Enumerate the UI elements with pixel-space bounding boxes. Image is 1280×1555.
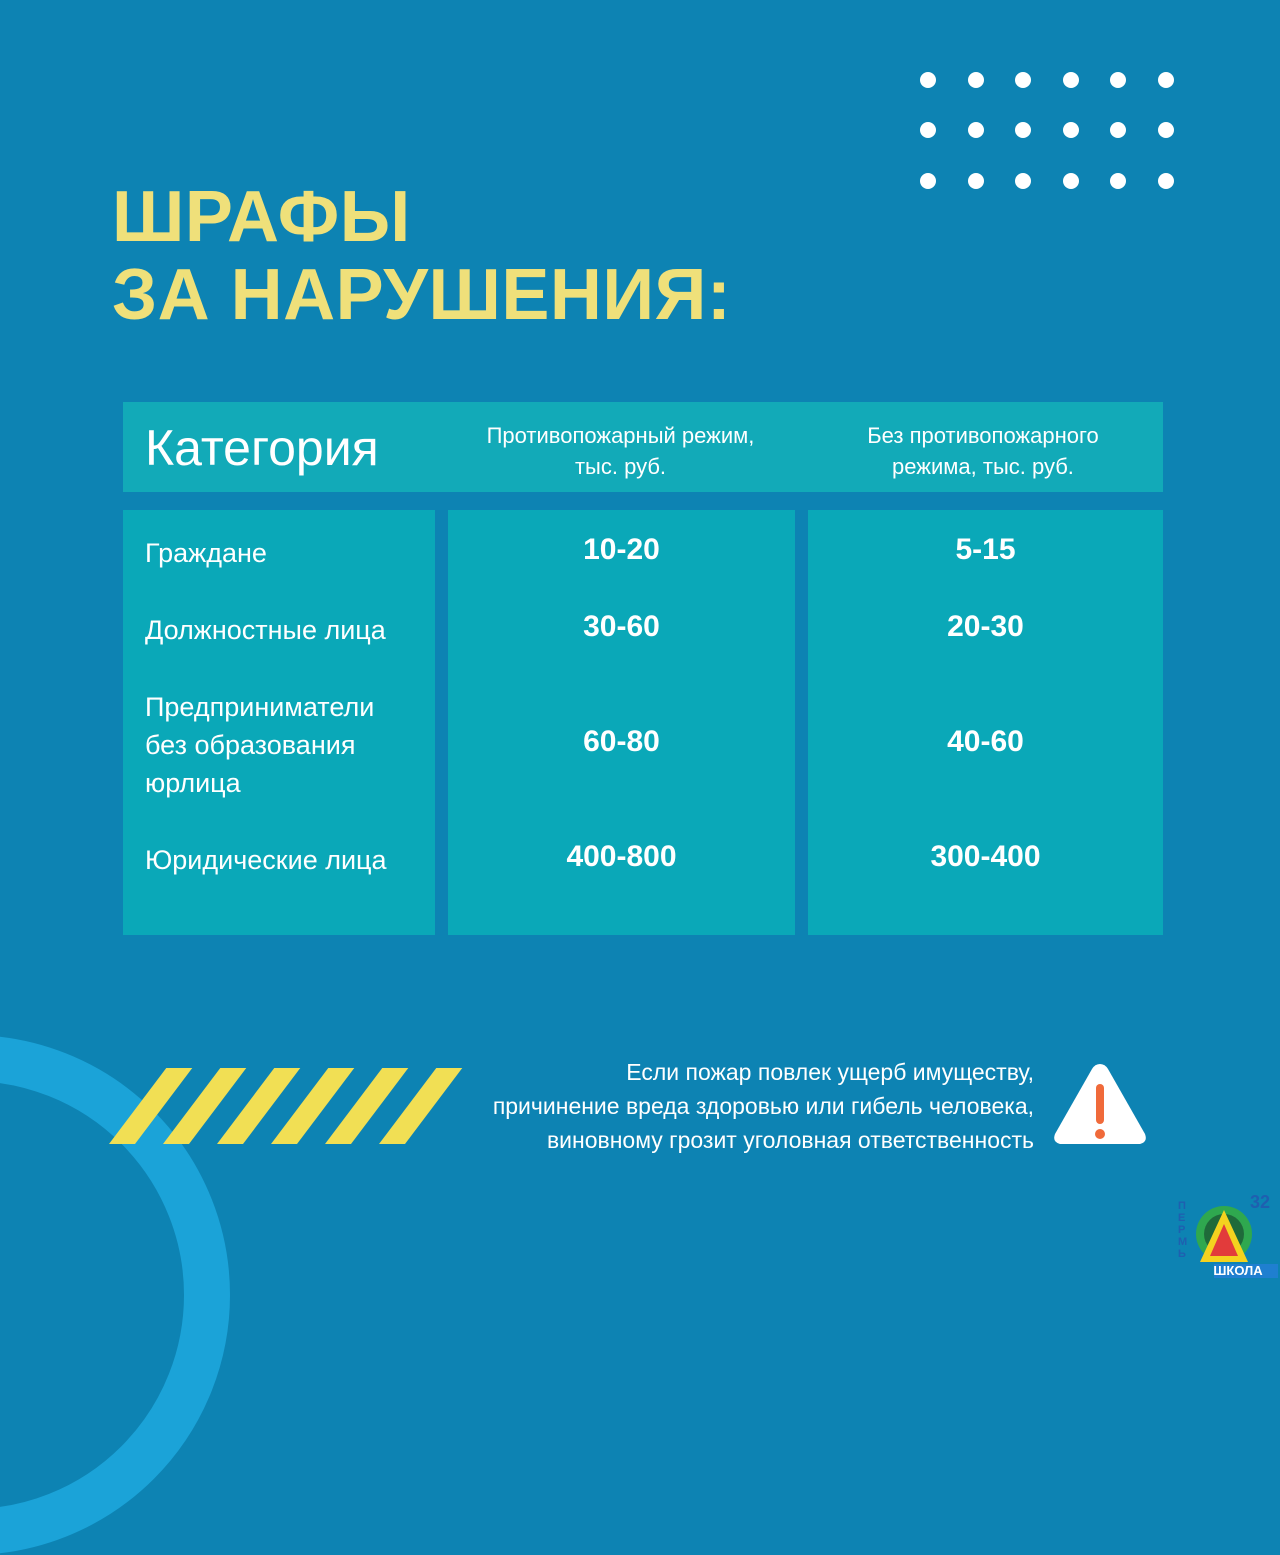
header-category: Категория (145, 420, 379, 476)
header-fire-regime: Противопожарный режим, тыс. руб. (486, 423, 755, 479)
row-value-no-fire-regime: 5-15 (955, 533, 1016, 566)
row-value-no-fire-regime: 20-30 (947, 610, 1024, 643)
school-logo (1176, 1190, 1280, 1280)
logo-school: ШКОЛА (1213, 1263, 1263, 1278)
row-value-fire-regime: 400-800 (566, 840, 677, 873)
row-value-no-fire-regime: 300-400 (930, 840, 1041, 873)
title-line-1: ШРАФЫ (112, 177, 411, 257)
decorative-dot-grid (920, 72, 1180, 192)
row-category: Должностные лица (145, 615, 386, 645)
row-category: Граждане (145, 538, 267, 568)
row-category: Предприниматели без образования юрлица (145, 692, 375, 798)
row-category: Юридические лица (145, 845, 387, 875)
row-value-fire-regime: 60-80 (583, 725, 660, 758)
hazard-stripes (105, 1068, 425, 1144)
page-title (112, 178, 731, 334)
logo-number: 32 (1250, 1192, 1271, 1212)
warning-exclamation-icon (1050, 1058, 1150, 1150)
row-value-fire-regime: 30-60 (583, 610, 660, 643)
row-value-no-fire-regime: 40-60 (947, 725, 1024, 758)
title-line-2: ЗА НАРУШЕНИЯ: (112, 255, 732, 335)
row-value-fire-regime: 10-20 (583, 533, 660, 566)
logo-city: ПЕРМЬ (1178, 1200, 1188, 1260)
table-header (123, 402, 1163, 492)
header-no-fire-regime: Без противопожарного режима, тыс. руб. (867, 423, 1099, 479)
warning-text: Если пожар повлек ущерб имуществу, причинение вреда здоровью или гибель человека, виновному грозит уголовная ответственность (492, 1059, 1034, 1153)
